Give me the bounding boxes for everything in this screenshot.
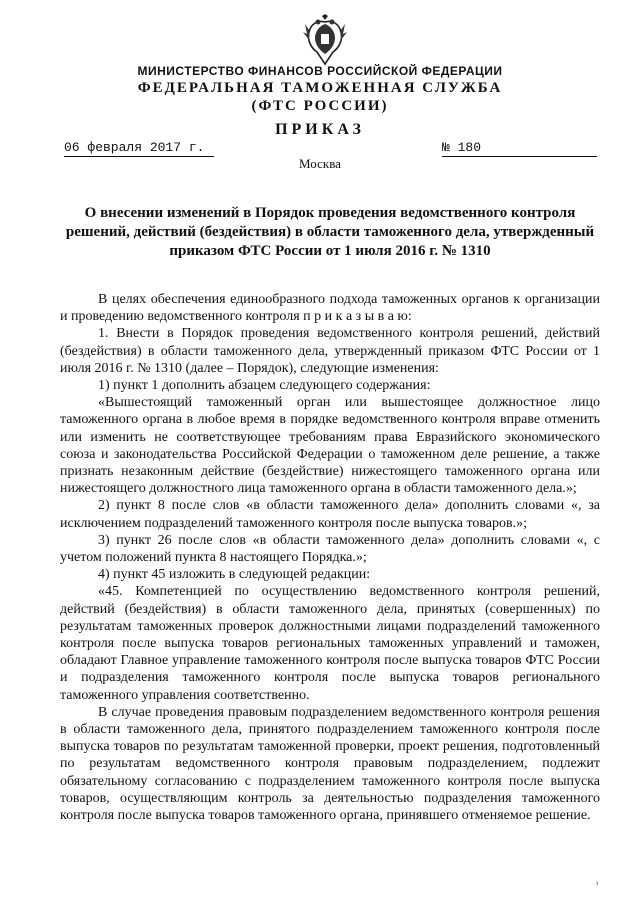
paragraph: 2) пункт 8 после слов «в области таможенного дела» дополнить словами «, за исключением подразделений таможенного контроля после выпуска товаров.»;	[60, 498, 600, 531]
paragraph: В случае проведения правовым подразделением ведомственного контроля решения в области таможенного дела, принятого подразделением таможенного контроля после выпуска товаров по результатам таможенной проверки, проект решения, подготовленный по результатам ведомственного контроля правовым подразделением, подлежит обязательному согласованию с подразделением таможенного контроля после выпуска товаров, осуществляющим контроль за деятельностью подразделения таможенного контроля после выпуска товаров таможенного органа, принявшего отменяемое решение.	[60, 704, 600, 824]
paragraph: В целях обеспечения единообразного подхода таможенных органов к организации и проведению ведомственного контроля п р и к а з ы в а ю:	[60, 292, 600, 325]
order-number: № 180	[442, 140, 597, 157]
paragraph: 1) пункт 1 дополнить абзацем следующего содержания:	[98, 378, 431, 394]
paragraph: 1. Внести в Порядок проведения ведомственного контроля решений, действий (бездействия) в области таможенного дела, утвержденный приказом ФТС России от 1 июля 2016 г. № 1310 (далее – Порядок), следующие изменения:	[60, 326, 600, 376]
document-type: ПРИКАЗ	[275, 121, 365, 138]
document-body	[60, 291, 600, 824]
document-title: О внесении изменений в Порядок проведения ведомственного контроля решений, действий (бездействия) в области таможенного дела, утвержденный приказом ФТС России от 1 июля 2016 г. № 1310	[65, 205, 595, 259]
city: Москва	[299, 156, 341, 171]
paragraph: «Вышестоящий таможенный орган или вышестоящее должностное лицо таможенного органа в любое время в порядке ведомственного контроля вправе отменить или изменить не соответствующее требованиям права Евразийского экономического союза и законодательства Российской Федерации о таможенном деле решение, а также признать незаконным действие (бездействие) нижестоящего таможенного органа или нижестоящего должностного лица таможенного органа в области таможенного дела.»;	[60, 395, 600, 497]
paragraph: 4) пункт 45 изложить в следующей редакции:	[98, 567, 371, 583]
ministry-name: МИНИСТЕРСТВО ФИНАНСОВ РОССИЙСКОЙ ФЕДЕРАЦИИ	[137, 64, 503, 78]
order-date: 06 февраля 2017 г.	[64, 140, 214, 157]
paragraph: «45. Компетенцией по осуществлению ведомственного контроля решений, действий (бездействия) в области таможенного дела, принятых (совершенных) по результатам таможенных проверок должностными лицами подразделений таможенного контроля после выпуска товаров региональных таможенных управлений и таможен, обладают Главное управление таможенного контроля после выпуска товаров ФТС России и подразделения таможенного контроля после выпуска товаров регионального таможенного управления соответственно.	[60, 584, 600, 703]
service-name: ФЕДЕРАЛЬНАЯ ТАМОЖЕННАЯ СЛУЖБА	[137, 80, 503, 96]
page-mark: '	[596, 880, 599, 895]
paragraph: 3) пункт 26 после слов «в области таможенного дела» дополнить словами «, с учетом положений пункта 8 настоящего Порядка.»;	[60, 532, 600, 566]
coat-of-arms-icon	[303, 14, 347, 66]
service-abbreviation: (ФТС РОССИИ)	[251, 98, 389, 114]
